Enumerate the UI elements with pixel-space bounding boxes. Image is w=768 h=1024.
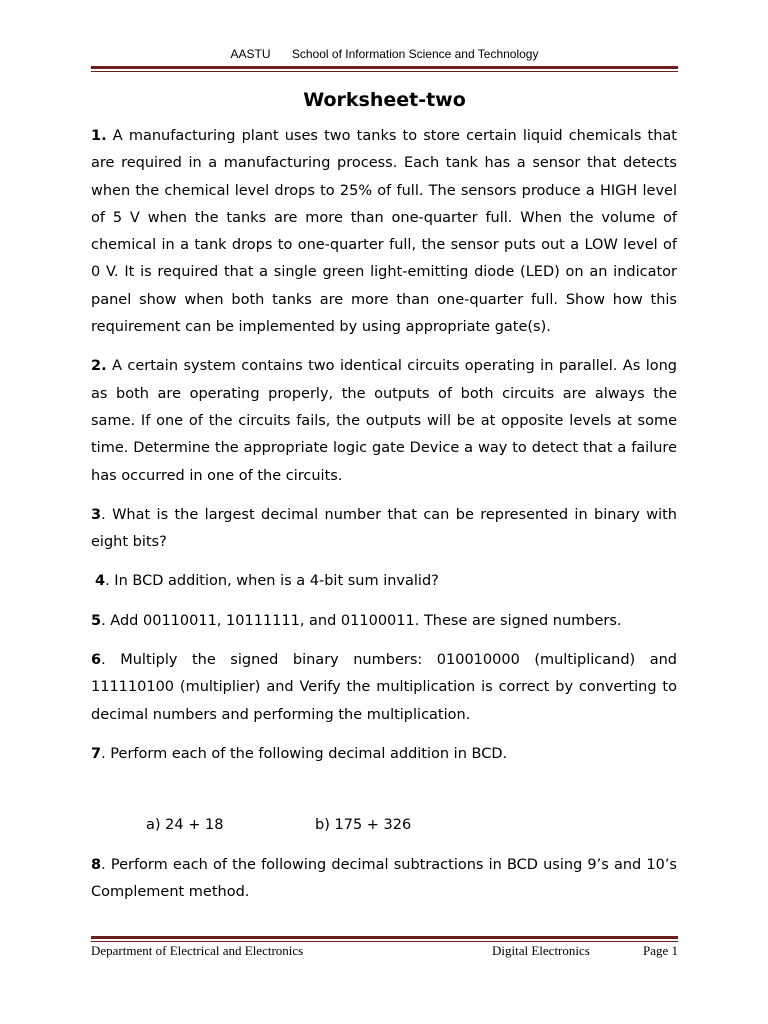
question-1 <box>91 123 677 341</box>
question-number: 3 <box>91 506 102 523</box>
question-text: A certain system contains two identical circuits operating in parallel. As long as both are operating properly, the outputs of both circuits are always the same. If one of the circuits fails, the outputs will be at opposite levels at some time. Determine the appropriate logic gate Device a way to detect that a failure has occurred in one of the circuits. <box>91 358 677 484</box>
question-text: . Perform each of the following decimal addition in BCD. <box>101 745 508 762</box>
question-6 <box>91 647 677 729</box>
option-a: a) 24 + 18 <box>146 817 224 833</box>
question-text: . Add 00110011, 10111111, and 01100011. These are signed numbers. <box>101 612 622 629</box>
question-text: . What is the largest decimal number that can be represented in binary with eight bits? <box>91 506 677 551</box>
question-3 <box>91 502 677 557</box>
question-7 <box>91 741 677 768</box>
question-5 <box>91 608 677 635</box>
question-text: A manufacturing plant uses two tanks to store certain liquid chemicals that are required in a manufacturing process. Each tank has a sensor that detects when the chemical level drops to 25% of full. The sensors produce a HIGH level of 5 V when the tanks are more than one-quarter full. When the volume of chemical in a tank drops to one-quarter full, the sensor puts out a LOW level of 0 V. It is required that a single green light-emitting diode (LED) on an indicator panel show when both tanks are more than one-quarter full. Show how this requirement can be implemented by using appropriate gate(s). <box>91 128 677 336</box>
question-number: 5 <box>91 612 102 629</box>
header-org: AASTU <box>230 47 271 61</box>
header-school: School of Information Science and Technology <box>291 47 539 61</box>
question-2 <box>91 353 677 489</box>
question-number: 4 <box>95 573 106 590</box>
question-number: 7 <box>91 745 102 762</box>
question-text: . In BCD addition, when is a 4-bit sum invalid? <box>105 573 439 590</box>
question-4 <box>95 568 677 595</box>
question-number: 1. <box>91 128 107 144</box>
worksheet-body <box>91 123 677 780</box>
question-number: 8 <box>91 857 102 873</box>
question-text: . Perform each of the following decimal subtractions in BCD using 9’s and 10’s Complement method. <box>91 857 677 901</box>
page-header <box>91 47 678 61</box>
question-7-options <box>146 812 411 839</box>
header-rule <box>91 66 678 72</box>
footer-department: Department of Electrical and Electronics <box>91 943 304 958</box>
question-8 <box>91 852 677 907</box>
footer-course: Digital Electronics <box>492 943 590 958</box>
option-b: b) 175 + 326 <box>315 817 412 833</box>
question-text: . Multiply the signed binary numbers: 010010000 (multiplicand) and 111110100 (multiplier) and Verify the multiplication is correct by converting to decimal numbers and performing the multiplication. <box>91 652 677 723</box>
page-title: Worksheet-two <box>303 89 466 111</box>
footer-page-number: Page 1 <box>642 943 678 958</box>
question-number: 2. <box>91 358 107 375</box>
question-number: 6 <box>91 652 102 669</box>
footer-rule <box>91 936 678 942</box>
